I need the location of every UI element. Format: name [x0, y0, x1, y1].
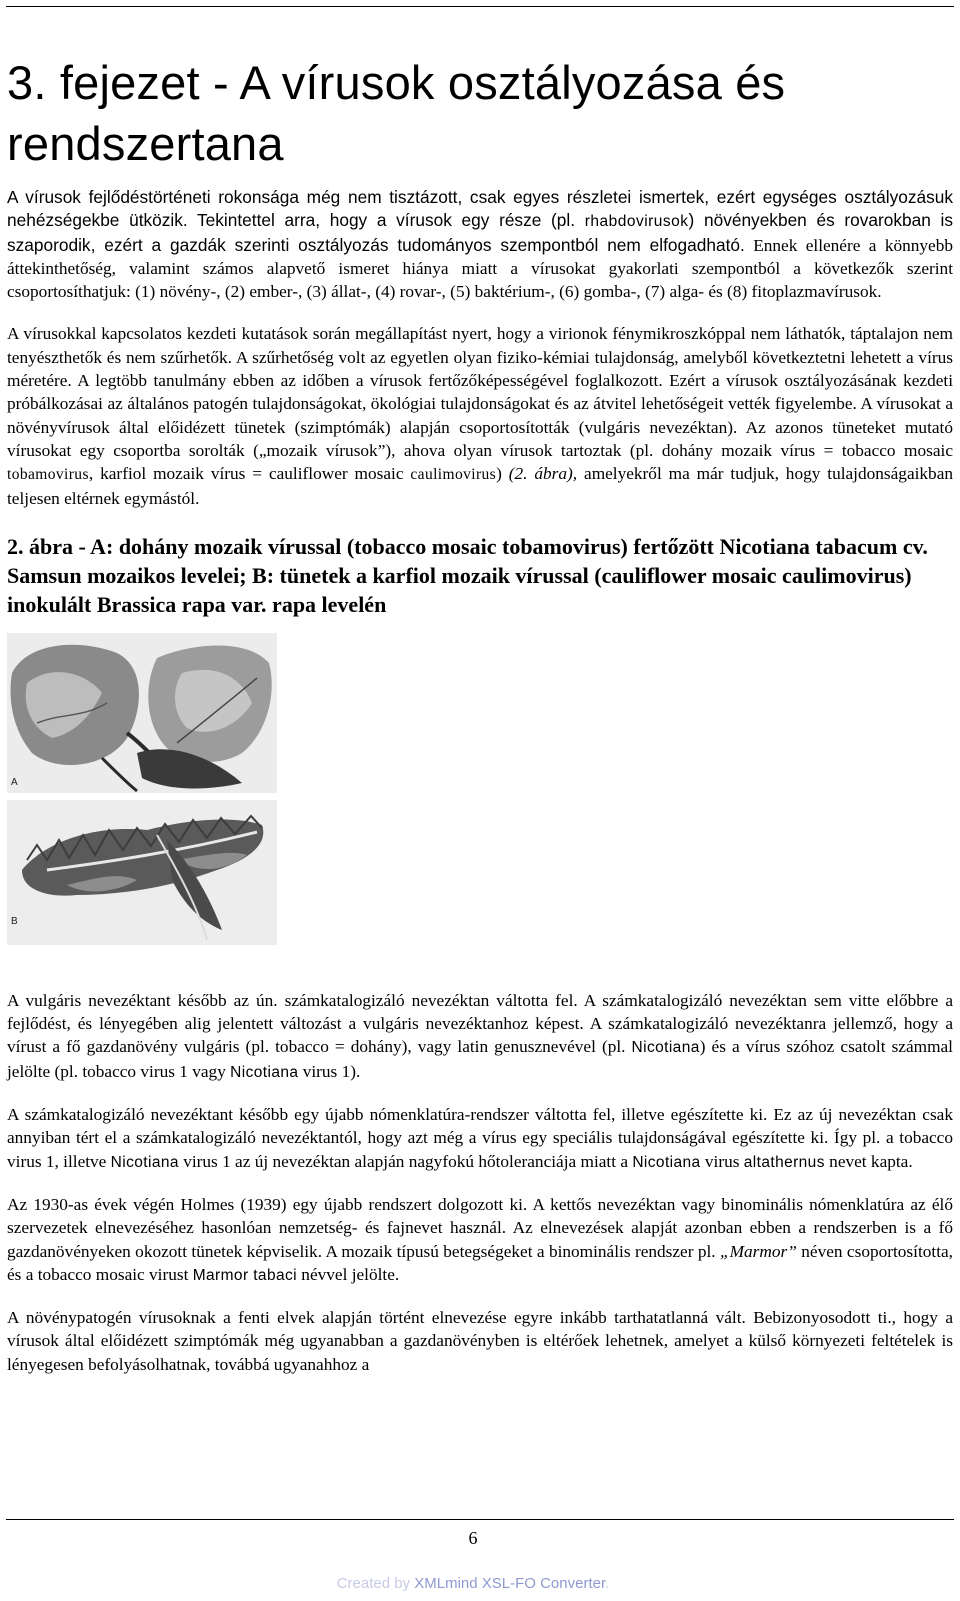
- photo-label-a: A: [11, 776, 18, 788]
- page-number: 6: [468, 1528, 478, 1548]
- figure-2: [7, 633, 277, 963]
- figure-title: 2. ábra - A: dohány mozaik vírussal (tobacco mosaic tobamovirus) fertőzött Nicotiana tabacum cv. Samsun mozaikos levelei; B: tünetek a karfiol mozaik vírussal (cauliflower mosaic caulimovirus) inokulált Brassica rapa var. rapa levelén: [7, 533, 928, 617]
- paragraph-4: A számkatalogizáló nevezéktant később egy újabb nómenklatúra-rendszer váltotta fel, illetve egészítette ki. Ez az új nevezéktan csak annyiban tért el a számkatalogizáló nevezéktantól, hogy azt még a vírus egy speciális tulajdonságával egészítette ki. Így pl. a tobacco virus 1, illetve Nicotiana virus 1 az új nevezéktan alapján nagyfokú hőtoleranciája miatt a Nicotiana virus altathernus nevet kapta.: [7, 1105, 953, 1171]
- paragraph-6: A növénypatogén vírusoknak a fenti elvek alapján történt elnevezése egyre inkább tarthatatlanná vált. Bebizonyosodott ti., hogy a vírusok által előidézett szimptómák még ugyanabban a gazdanövényben is eltérőek lehetnek, amelyet a külső környezeti feltételek is lényegesen befolyásolhatnak, továbbá ugyanahhoz a: [7, 1308, 953, 1374]
- cauliflower-mosaic-leaf-photo: [7, 800, 277, 945]
- converter-brand-link[interactable]: XMLmind XSL-FO Converter: [414, 1575, 606, 1592]
- converter-credit: Created by XMLmind XSL-FO Converter.: [336, 1575, 610, 1592]
- footer-rule: [6, 1519, 954, 1520]
- photo-label-b: B: [11, 915, 18, 927]
- paragraph-3: A vulgáris nevezéktant később az ún. számkatalogizáló nevezéktan váltotta fel. A számkatalogizáló nevezéktan sem vitte előbbre a fejlődést, és lényegében alig jelentett változást a vulgáris nevezéktanhoz képest. A számkatalogizáló nevezéktanra jellemző, hogy a vírust a fő gazdanövény vulgáris (pl. tobacco = dohány), vagy latin genusznevével (pl. Nicotiana) és a vírus szóhoz csatolt számmal jelölte (pl. tobacco virus 1 vagy Nicotiana virus 1).: [7, 990, 953, 1081]
- paragraph-1: A vírusok fejlődéstörténeti rokonsága még nem tisztázott, csak egyes részletei ismertek, ezért egységes osztályozásuk nehézségekbe ütközik. Tekintettel arra, hogy a vírusok egy része (pl. rhabdovirusok) növényekben és rovarokban is szaporodik, ezért a gazdák szerinti osztályozás tudományos szempontból nem elfogadható. Ennek ellenére a könnyebb áttekinthetőség, valamint számos alapvető ismeret hiánya miatt a vírusokat gyakorlati szempontból a következők szerint csoportosíthatjuk: (1) növény-, (2) ember-, (3) állat-, (4) rovar-, (5) baktérium-, (6) gomba-, (7) alga- és (8) fitoplazmavírusok.: [7, 187, 953, 302]
- chapter-title: 3. fejezet - A vírusok osztályozása és rendszertana: [7, 56, 786, 170]
- tobacco-mosaic-leaf-photo: [7, 633, 277, 793]
- paragraph-2: A vírusokkal kapcsolatos kezdeti kutatások során megállapítást nyert, hogy a virionok fénymikroszkóppal nem láthatók, táptalajon nem tenyészthetők és nem szűrhetők. A szűrhetőség volt az egyetlen olyan fiziko-kémiai tulajdonság, amelyből következtetni lehetett a vírus méretére. A legtöbb tanulmány ebben az időben a vírusok fertőzőképességével foglalkozott. Ezért a vírusok osztályozásának kezdeti próbálkozásai az általános patogén tulajdonságokat, ökológiai tulajdonságokat és az átvitel lehetőségeit vették figyelembe. A vírusokat a növényvírusok által előidézett tünetek (szimptómák) alapján csoportosították (vulgáris nevezéktan). Az azonos tüneteket mutató vírusokat egy csoportba sorolták („mozaik vírusok”), ahova olyan vírusok tartoztak (pl. dohány mozaik vírus = tobacco mosaic tobamovirus, karfiol mozaik vírus = cauliflower mosaic caulimovirus) (2. ábra), amelyekről ma már tudjuk, hogy tulajdonságaikban teljesen eltérnek egymástól.: [7, 324, 954, 508]
- paragraph-5: Az 1930-as évek végén Holmes (1939) egy újabb rendszert dolgozott ki. A kettős nevezéktan vagy binominális nómenklatúra az élő szervezetek elnevezéséhez hasonlóan nemzetség- és fajnevet használ. Az elnevezések alapját azonban ebben a rendszerben is a fő gazdanövényeken okozott tünetek képviselik. A mozaik típusú betegségeket a binominális rendszer pl. „Marmor” néven csoportosította, és a tobacco mosaic virust Marmor tabaci névvel jelölte.: [7, 1194, 953, 1284]
- page-content: [7, 52, 953, 1395]
- header-rule: [6, 6, 954, 7]
